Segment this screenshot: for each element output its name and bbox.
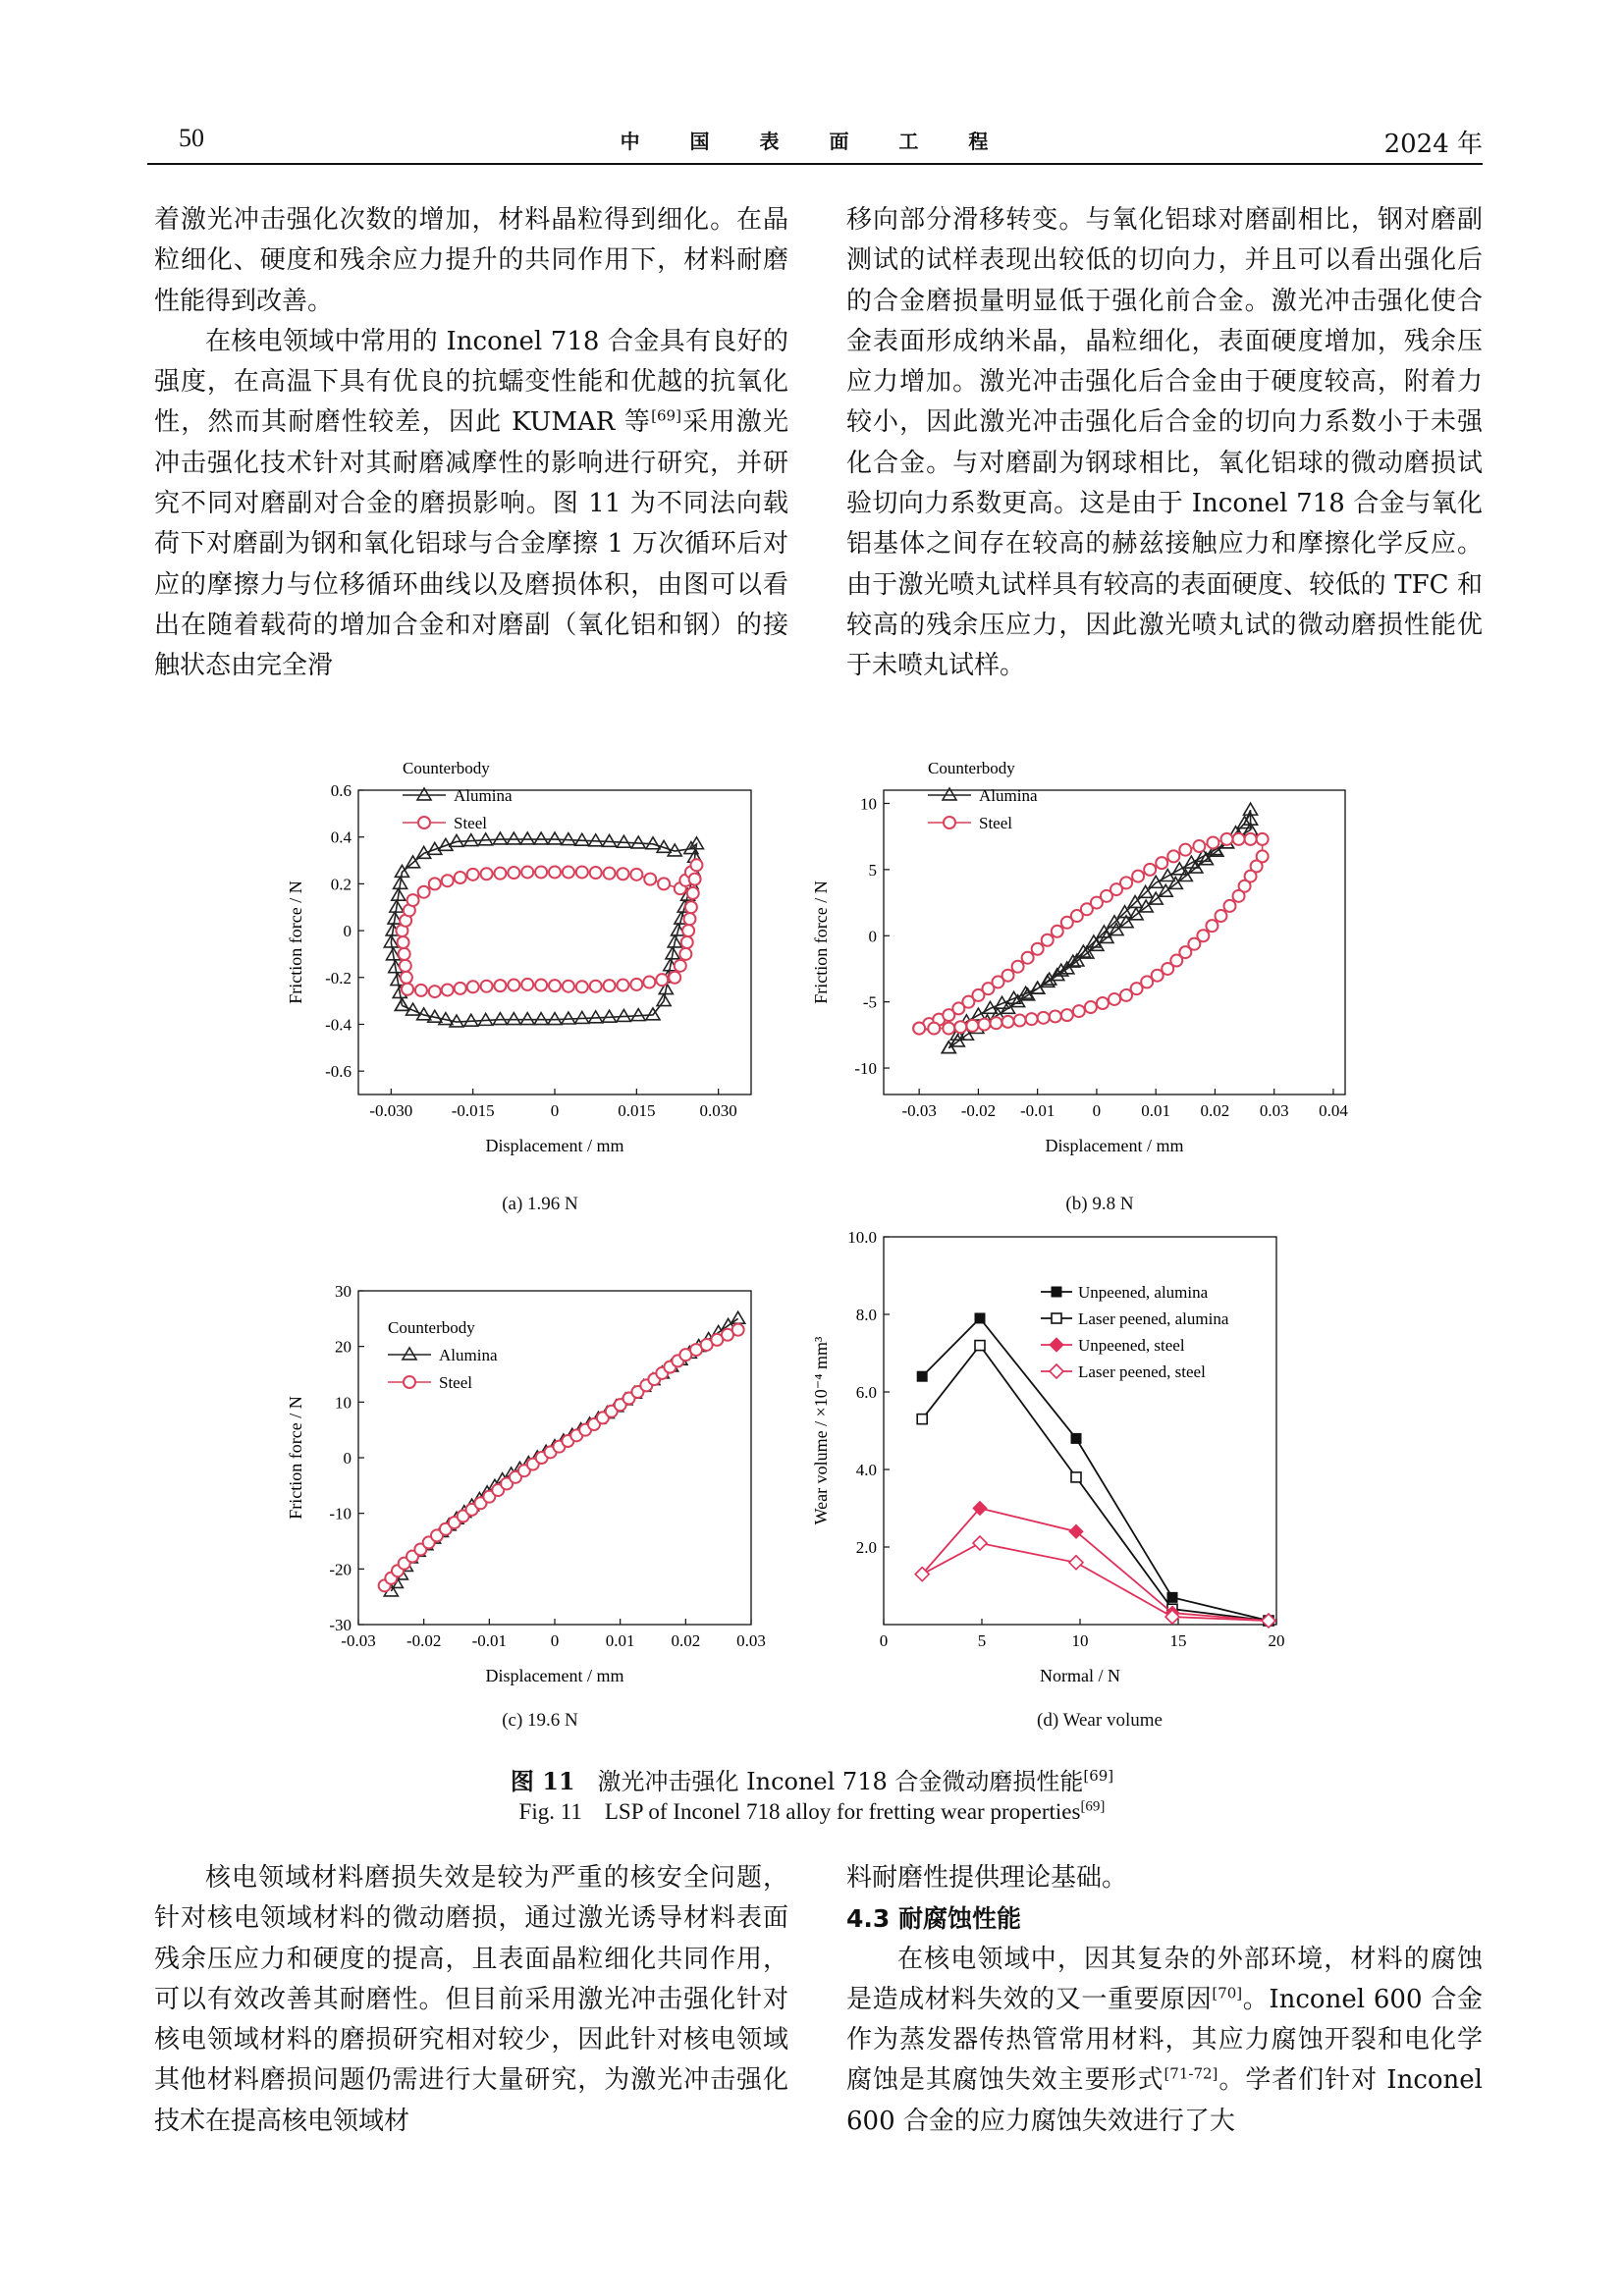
data-point-steel	[1109, 993, 1120, 1005]
data-point-steel	[1245, 833, 1257, 845]
legend-label: Steel	[979, 814, 1012, 832]
series-line	[922, 1346, 1269, 1621]
top-left-column	[154, 200, 788, 687]
data-point-steel	[508, 867, 519, 879]
data-point-steel	[407, 894, 419, 906]
series-line	[922, 1509, 1269, 1622]
data-point-steel	[521, 866, 533, 878]
paragraph: 着激光冲击强化次数的增加，材料晶粒得到细化。在晶粒细化、硬度和残余应力提升的共同作用下，材料耐磨性能得到改善。	[154, 205, 788, 316]
data-point-steel	[1002, 970, 1014, 982]
data-point	[973, 1536, 987, 1550]
data-point-alumina	[548, 1013, 562, 1025]
x-tick-label: -0.030	[369, 1101, 413, 1120]
y-tick-label: 5	[868, 860, 877, 880]
data-point	[1069, 1556, 1083, 1570]
data-point-alumina	[520, 832, 534, 844]
data-point-alumina	[493, 1013, 507, 1025]
y-tick-label: 0	[343, 1449, 352, 1468]
y-tick-label: 20	[335, 1337, 352, 1357]
x-tick-label: 0	[550, 1631, 560, 1650]
journal-title: 中 国 表 面 工 程	[620, 130, 1010, 153]
data-point-steel	[630, 869, 642, 881]
series-line-steel	[385, 1330, 738, 1586]
chart-d	[800, 1227, 1370, 1708]
data-point-steel	[1193, 840, 1205, 852]
x-tick-label: 0	[879, 1631, 889, 1650]
series-line	[922, 1543, 1269, 1621]
x-tick-label: 0.030	[699, 1101, 737, 1120]
x-tick-label: -0.015	[451, 1101, 495, 1120]
data-point-steel	[1167, 850, 1179, 862]
x-tick-label: 0.015	[618, 1101, 656, 1120]
legend-label: Unpeened, alumina	[1078, 1283, 1209, 1302]
legend-label: Laser peened, alumina	[1078, 1309, 1229, 1328]
data-point-steel	[617, 868, 628, 880]
data-point-steel	[966, 1020, 978, 1032]
x-tick-label: 0.02	[671, 1631, 701, 1650]
data-point-steel	[617, 980, 628, 991]
data-point-steel	[576, 866, 588, 878]
data-point-alumina	[603, 834, 617, 846]
legend-marker	[404, 1376, 415, 1388]
y-tick-label: -20	[329, 1560, 352, 1579]
data-point-steel	[1014, 1015, 1026, 1027]
data-point-steel	[913, 1023, 925, 1035]
data-point-steel	[398, 936, 409, 948]
legend-label: Alumina	[439, 1346, 498, 1364]
y-tick-label: 0.6	[330, 781, 352, 800]
data-point-steel	[402, 984, 413, 995]
data-point	[975, 1313, 985, 1323]
data-point-steel	[978, 1019, 990, 1031]
data-point-steel	[1097, 997, 1109, 1009]
legend-marker	[403, 1348, 416, 1360]
data-point-steel	[684, 913, 696, 925]
data-point-alumina	[507, 832, 520, 844]
data-point-steel	[429, 878, 441, 889]
x-tick-label: -0.01	[1019, 1101, 1056, 1120]
citation: [70]	[1212, 1984, 1243, 2002]
data-point-steel	[643, 977, 655, 988]
data-point-alumina	[575, 833, 589, 845]
data-point-steel	[689, 874, 701, 885]
data-point-steel	[1073, 1005, 1085, 1017]
page-number: 50	[179, 124, 204, 152]
data-point-steel	[604, 980, 616, 991]
y-tick-label: 10	[860, 794, 877, 814]
y-tick-label: -10	[854, 1059, 877, 1079]
data-point-steel	[1085, 1001, 1097, 1013]
data-point-steel	[658, 878, 670, 889]
data-point-steel	[1061, 1009, 1073, 1021]
x-axis-label: Normal / N	[1040, 1666, 1120, 1685]
figure-caption-en: Fig. 11 LSP of Inconel 718 alloy for fretting wear properties[69]	[518, 1798, 1106, 1824]
y-tick-label: 10.0	[847, 1228, 877, 1247]
data-point-steel	[1179, 844, 1191, 856]
legend-label: Steel	[439, 1373, 472, 1392]
data-point-steel	[590, 867, 602, 879]
data-point-steel	[1233, 833, 1245, 845]
legend-marker	[1052, 1313, 1061, 1323]
data-point-steel	[467, 981, 479, 992]
legend-label: Unpeened, steel	[1078, 1336, 1185, 1355]
data-point-steel	[656, 974, 668, 986]
x-tick-label: 10	[1071, 1631, 1089, 1650]
data-point-alumina	[507, 1013, 520, 1025]
y-tick-label: -5	[862, 992, 877, 1012]
x-tick-label: 0.01	[1141, 1101, 1171, 1120]
data-point-steel	[418, 886, 430, 898]
data-point-steel	[943, 1023, 954, 1035]
x-axis-label: Displacement / mm	[1045, 1136, 1184, 1155]
data-point-steel	[442, 875, 454, 886]
data-point	[1167, 1592, 1177, 1602]
data-point-steel	[549, 980, 561, 991]
data-point-steel	[1215, 910, 1226, 922]
y-axis-label: Friction force / N	[286, 1396, 305, 1520]
data-point-alumina	[534, 1013, 548, 1025]
x-tick-label: -0.02	[960, 1101, 997, 1120]
y-tick-label: 8.0	[855, 1306, 877, 1324]
data-point-alumina	[589, 834, 603, 846]
data-point-steel	[928, 1023, 940, 1035]
legend-marker	[1052, 1287, 1061, 1297]
subcaption-d: (d) Wear volume	[1037, 1710, 1163, 1731]
figure-caption-cn: 图 11 激光冲击强化 Inconel 718 合金微动磨损性能[69]	[510, 1767, 1114, 1795]
data-point-steel	[1132, 871, 1144, 882]
x-tick-label: 15	[1169, 1631, 1187, 1650]
x-tick-label: -0.02	[406, 1631, 442, 1650]
data-point-steel	[429, 986, 441, 997]
subcaption-b: (b) 9.8 N	[1065, 1194, 1134, 1214]
y-tick-label: -0.4	[325, 1015, 352, 1035]
data-point-steel	[401, 972, 412, 984]
y-axis-label: Friction force / N	[286, 881, 305, 1004]
data-point-steel	[1120, 989, 1132, 1001]
data-point-steel	[1156, 857, 1167, 869]
data-point-steel	[455, 872, 466, 883]
data-point-steel	[442, 984, 454, 995]
y-tick-label: 0	[343, 922, 352, 941]
data-point-steel	[563, 981, 574, 992]
y-tick-label: 6.0	[855, 1383, 877, 1402]
x-tick-label: 0.03	[736, 1631, 766, 1650]
data-point-alumina	[589, 1011, 603, 1023]
data-point-steel	[644, 874, 656, 885]
bottom-left-column	[154, 1858, 788, 2142]
data-point-steel	[1032, 943, 1044, 955]
data-point-steel	[954, 1021, 966, 1033]
paragraph: 在核电领域中，因其复杂的外部环境，材料的腐蚀是造成材料失效的又一重要原因[70]。Inconel 600 合金作为蒸发器传热管常用材料，其应力腐蚀开裂和电化学腐蚀是其腐蚀失效主要形式[71-72]。学者们针对 Inconel 600 合金的应力腐蚀失效进行了大	[846, 1944, 1483, 2136]
data-point-alumina	[493, 832, 507, 844]
paragraph: 移向部分滑移转变。与氧化铝球对磨副相比，钢对磨副测试的试样表现出较低的切向力，并且可以看出强化后的合金磨损量明显低于强化前合金。激光冲击强化使合金表面形成纳米晶，晶粒细化，表面硬度增加，残余压应力增加。激光冲击强化后合金由于硬度较高，附着力较小，因此激光冲击强化后合金的切向力系数小于未强化合金。与对磨副为钢球相比，氧化铝球的微动磨损试验切向力系数更高。这是由于 Inconel 718 合金与氧化铝基体之间存在较高的赫兹接触应力和摩擦化学反应。由于激光喷丸试样具有较高的表面硬度、较低的 TFC 和较高的残余压应力，因此激光喷丸试的微动磨损性能优于未喷丸试样。	[846, 205, 1483, 681]
data-point-steel	[1224, 900, 1236, 912]
data-point	[917, 1371, 927, 1381]
subcaption-a: (a) 1.96 N	[502, 1194, 578, 1214]
data-point-steel	[494, 868, 506, 880]
data-point-steel	[1050, 1010, 1061, 1022]
legend-title: Counterbody	[928, 759, 1015, 777]
data-point-steel	[576, 981, 588, 992]
data-point-steel	[1206, 920, 1218, 932]
data-point-steel	[669, 972, 680, 984]
plot-frame	[358, 1291, 751, 1625]
data-point	[975, 1341, 985, 1351]
y-tick-label: -0.2	[325, 968, 352, 988]
data-point-steel	[690, 859, 702, 871]
data-point-steel	[1052, 926, 1063, 937]
y-tick-label: 2.0	[855, 1538, 877, 1557]
data-point-steel	[563, 866, 574, 878]
data-point-steel	[549, 866, 561, 878]
legend-label: Steel	[454, 814, 487, 832]
data-point-steel	[415, 985, 427, 996]
data-point-alumina	[562, 1012, 575, 1024]
data-point-steel	[535, 980, 547, 991]
data-point	[1071, 1433, 1081, 1443]
data-point-steel	[400, 960, 411, 972]
data-point-steel	[732, 1324, 744, 1336]
data-point-steel	[508, 980, 519, 991]
legend-marker	[1050, 1338, 1063, 1352]
data-point-steel	[494, 980, 506, 991]
data-point-steel	[1233, 890, 1245, 902]
data-point-steel	[675, 960, 686, 972]
data-point-steel	[685, 901, 697, 913]
x-tick-label: -0.03	[901, 1101, 937, 1120]
data-point-steel	[467, 869, 479, 881]
legend-marker	[944, 817, 955, 828]
data-point-steel	[679, 948, 691, 960]
legend-marker	[418, 817, 430, 828]
chart-a	[275, 746, 785, 1178]
data-point-steel	[1257, 833, 1269, 845]
y-axis-label: Wear volume / ×10⁻⁴ mm³	[811, 1336, 831, 1525]
legend-label: Laser peened, steel	[1078, 1362, 1206, 1381]
data-point-steel	[682, 925, 694, 936]
bottom-right-column	[846, 1858, 1483, 2142]
y-tick-label: 30	[335, 1282, 352, 1301]
y-tick-label: 0.2	[330, 875, 352, 894]
data-point-steel	[681, 936, 693, 948]
chart-c	[275, 1276, 785, 1708]
legend-label: Alumina	[979, 786, 1038, 805]
data-point-alumina	[548, 832, 562, 844]
chart-b	[800, 746, 1370, 1178]
x-tick-label: -0.01	[471, 1631, 508, 1650]
x-tick-label: 0.02	[1200, 1101, 1230, 1120]
data-point-steel	[630, 979, 642, 990]
data-point-steel	[399, 948, 410, 960]
y-tick-label: 0	[868, 927, 877, 946]
data-point-steel	[604, 868, 616, 880]
x-axis-label: Displacement / mm	[485, 1136, 624, 1155]
data-point-steel	[1002, 1016, 1014, 1028]
header-rule	[147, 163, 1483, 165]
subcaption-c: (c) 19.6 N	[502, 1710, 578, 1731]
data-point-steel	[1012, 961, 1024, 973]
data-point-steel	[521, 979, 533, 990]
y-tick-label: 4.0	[855, 1461, 877, 1479]
y-tick-label: 0.4	[330, 828, 352, 847]
data-point-steel	[1038, 1012, 1050, 1024]
x-tick-label: 0	[550, 1101, 560, 1120]
x-tick-label: 0.04	[1319, 1101, 1348, 1120]
data-point-alumina	[562, 833, 575, 845]
data-point-steel	[1220, 833, 1232, 845]
citation: [69]	[651, 406, 681, 425]
y-axis-label: Friction force / N	[811, 881, 831, 1004]
data-point-steel	[1026, 1013, 1038, 1025]
section-heading: 4.3 耐腐蚀性能	[846, 1904, 1021, 1934]
x-tick-label: -0.03	[341, 1631, 376, 1650]
x-tick-label: 0	[1092, 1101, 1102, 1120]
data-point	[917, 1415, 927, 1424]
x-axis-label: Displacement / mm	[485, 1666, 624, 1685]
x-tick-label: 20	[1268, 1631, 1285, 1650]
legend-title: Counterbody	[403, 759, 490, 777]
data-point-steel	[1120, 877, 1132, 888]
x-tick-label: 0.01	[605, 1631, 635, 1650]
legend-title: Counterbody	[388, 1318, 475, 1337]
paragraph: 核电领域材料磨损失效是较为严重的核安全问题，针对核电领域材料的微动磨损，通过激光诱导材料表面残余压应力和硬度的提高，且表面晶粒细化共同作用，可以有效改善其耐磨性。但目前采用激光冲击强化针对核电领域材料的磨损研究相对较少，因此针对核电领域其他材料磨损问题仍需进行大量研究，为激光冲击强化技术在提高核电领域材	[154, 1863, 788, 2136]
data-point-steel	[687, 887, 699, 899]
x-tick-label: 0.03	[1259, 1101, 1289, 1120]
data-point-steel	[990, 1017, 1001, 1029]
y-tick-label: -0.6	[325, 1062, 352, 1082]
citation: [71-72]	[1164, 2064, 1218, 2083]
data-point-steel	[481, 981, 493, 992]
y-tick-label: -10	[329, 1504, 352, 1523]
data-point-steel	[455, 983, 466, 994]
data-point-steel	[1207, 836, 1218, 848]
data-point-steel	[590, 981, 602, 992]
y-tick-label: 10	[335, 1393, 352, 1413]
legend-label: Alumina	[454, 786, 513, 805]
top-right-column	[846, 200, 1483, 687]
x-tick-label: 5	[977, 1631, 987, 1650]
data-point-alumina	[534, 832, 548, 844]
legend-marker	[1050, 1364, 1063, 1378]
publication-year: 2024 年	[1383, 130, 1483, 159]
data-point-alumina	[575, 1012, 589, 1024]
data-point	[1071, 1472, 1081, 1482]
data-point-steel	[535, 866, 547, 878]
data-point-steel	[1144, 864, 1156, 876]
data-point-alumina	[520, 1013, 534, 1025]
paragraph: 在核电领域中常用的 Inconel 718 合金具有良好的强度，在高温下具有优良的抗蠕变性能和优越的抗氧化性，然而其耐磨性较差，因此 KUMAR 等[69]采用激光冲击强化技术针对其耐磨减摩性的影响进行研究，并研究不同对磨副对合金的磨损影响。图 11 为不同法向载荷下对磨副为钢和氧化铝球与合金摩擦 1 万次循环后对应的摩擦力与位移循环曲线以及磨损体积，由图可以看出在随着载荷的增加合金和对磨副（氧化铝和钢）的接触状态由完全滑	[154, 326, 788, 681]
page-header	[147, 124, 1483, 163]
data-point-steel	[1022, 952, 1034, 964]
y-tick-label: -30	[329, 1616, 352, 1634]
data-point-steel	[481, 868, 493, 880]
data-point-steel	[1042, 934, 1054, 946]
paragraph: 料耐磨性提供理论基础。	[846, 1863, 1128, 1893]
